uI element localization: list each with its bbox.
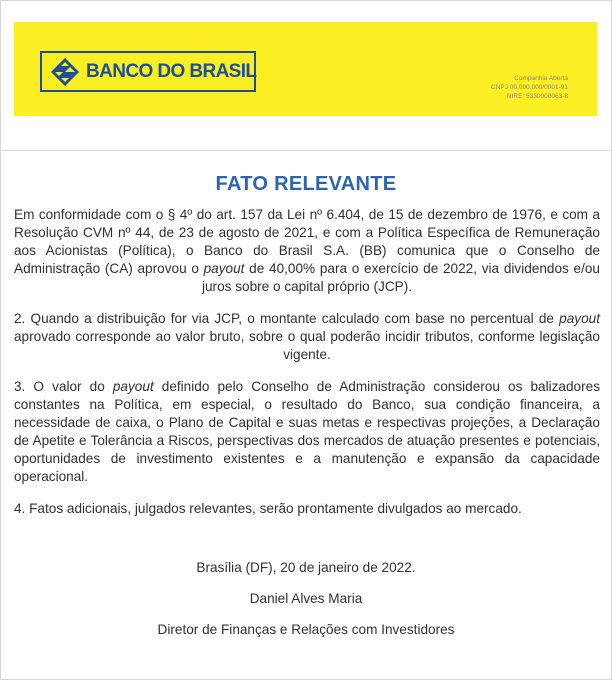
payout-value: de 40,00% <box>249 261 316 276</box>
company-info-line: NIRE: 5330000063-8 <box>506 93 568 100</box>
signatory-role: Diretor de Finanças e Relações com Investidores <box>157 622 455 637</box>
payout-term: payout <box>112 379 154 394</box>
paragraph-3-text-b: definido pelo Conselho de Administração considerou os balizadores constantes na Política, em especial, o resultado do Banco, sua condição financeira, a necessidade de caixa, o Plano de Capital e suas metas e respectivas projeções, a Declaração de Apetite e Tolerância a Riscos, perspectivas dos mercados de atuação presentes e potenciais, oportunidades de investimento existentes e a manutenção e expansão da capacidade operacional. <box>14 379 600 484</box>
place-date: Brasília (DF), 20 de janeiro de 2022. <box>196 560 416 575</box>
signature-block <box>0 559 612 652</box>
document-title: FATO RELEVANTE <box>215 173 397 195</box>
logo-wordmark: BANCO DO BRASIL <box>86 60 257 82</box>
banco-do-brasil-logo <box>40 51 256 92</box>
paragraph-1-text-b: para o exercício de 2022, via dividendos e/ou juros sobre o capital próprio (JCP). <box>201 261 600 294</box>
paragraph-1-text-a: Em conformidade com o § 4º do art. 157 da Lei nº 6.404, de 15 de dezembro de 1976, e com a Resolução CVM nº 44, de 23 de agosto de 2021, e com a Política Específica de Remuneração aos Acionistas (Política), o Banco do Brasil S.A. (BB) comunica que o Conselho de Administração (CA) aprovou o <box>14 207 600 276</box>
signatory-name: Daniel Alves Maria <box>249 591 363 606</box>
payout-term: payout <box>559 311 600 326</box>
paragraph-2 <box>14 310 600 364</box>
company-info-line: CNPJ 00.000.000/0001-91 <box>491 84 568 91</box>
bb-logo-icon <box>50 57 80 87</box>
company-info-line: Companhia Aberta <box>514 75 568 82</box>
paragraph-2-text-b: aprovado corresponde ao valor bruto, sobre o qual poderão incidir tributos, conforme legislação vigente. <box>14 329 600 362</box>
paragraph-3 <box>14 378 600 486</box>
document-body <box>14 206 600 532</box>
paragraph-3-text-a: 3. O valor do <box>14 379 113 394</box>
paragraph-4: 4. Fatos adicionais, julgados relevantes, serão prontamente divulgados ao mercado. <box>14 501 522 516</box>
header-divider <box>0 150 612 151</box>
company-info <box>491 74 568 101</box>
paragraph-1 <box>14 206 600 296</box>
paragraph-2-text-a: 2. Quando a distribuição for via JCP, o montante calculado com base no percentual de <box>14 311 560 326</box>
payout-term: payout <box>203 261 245 276</box>
